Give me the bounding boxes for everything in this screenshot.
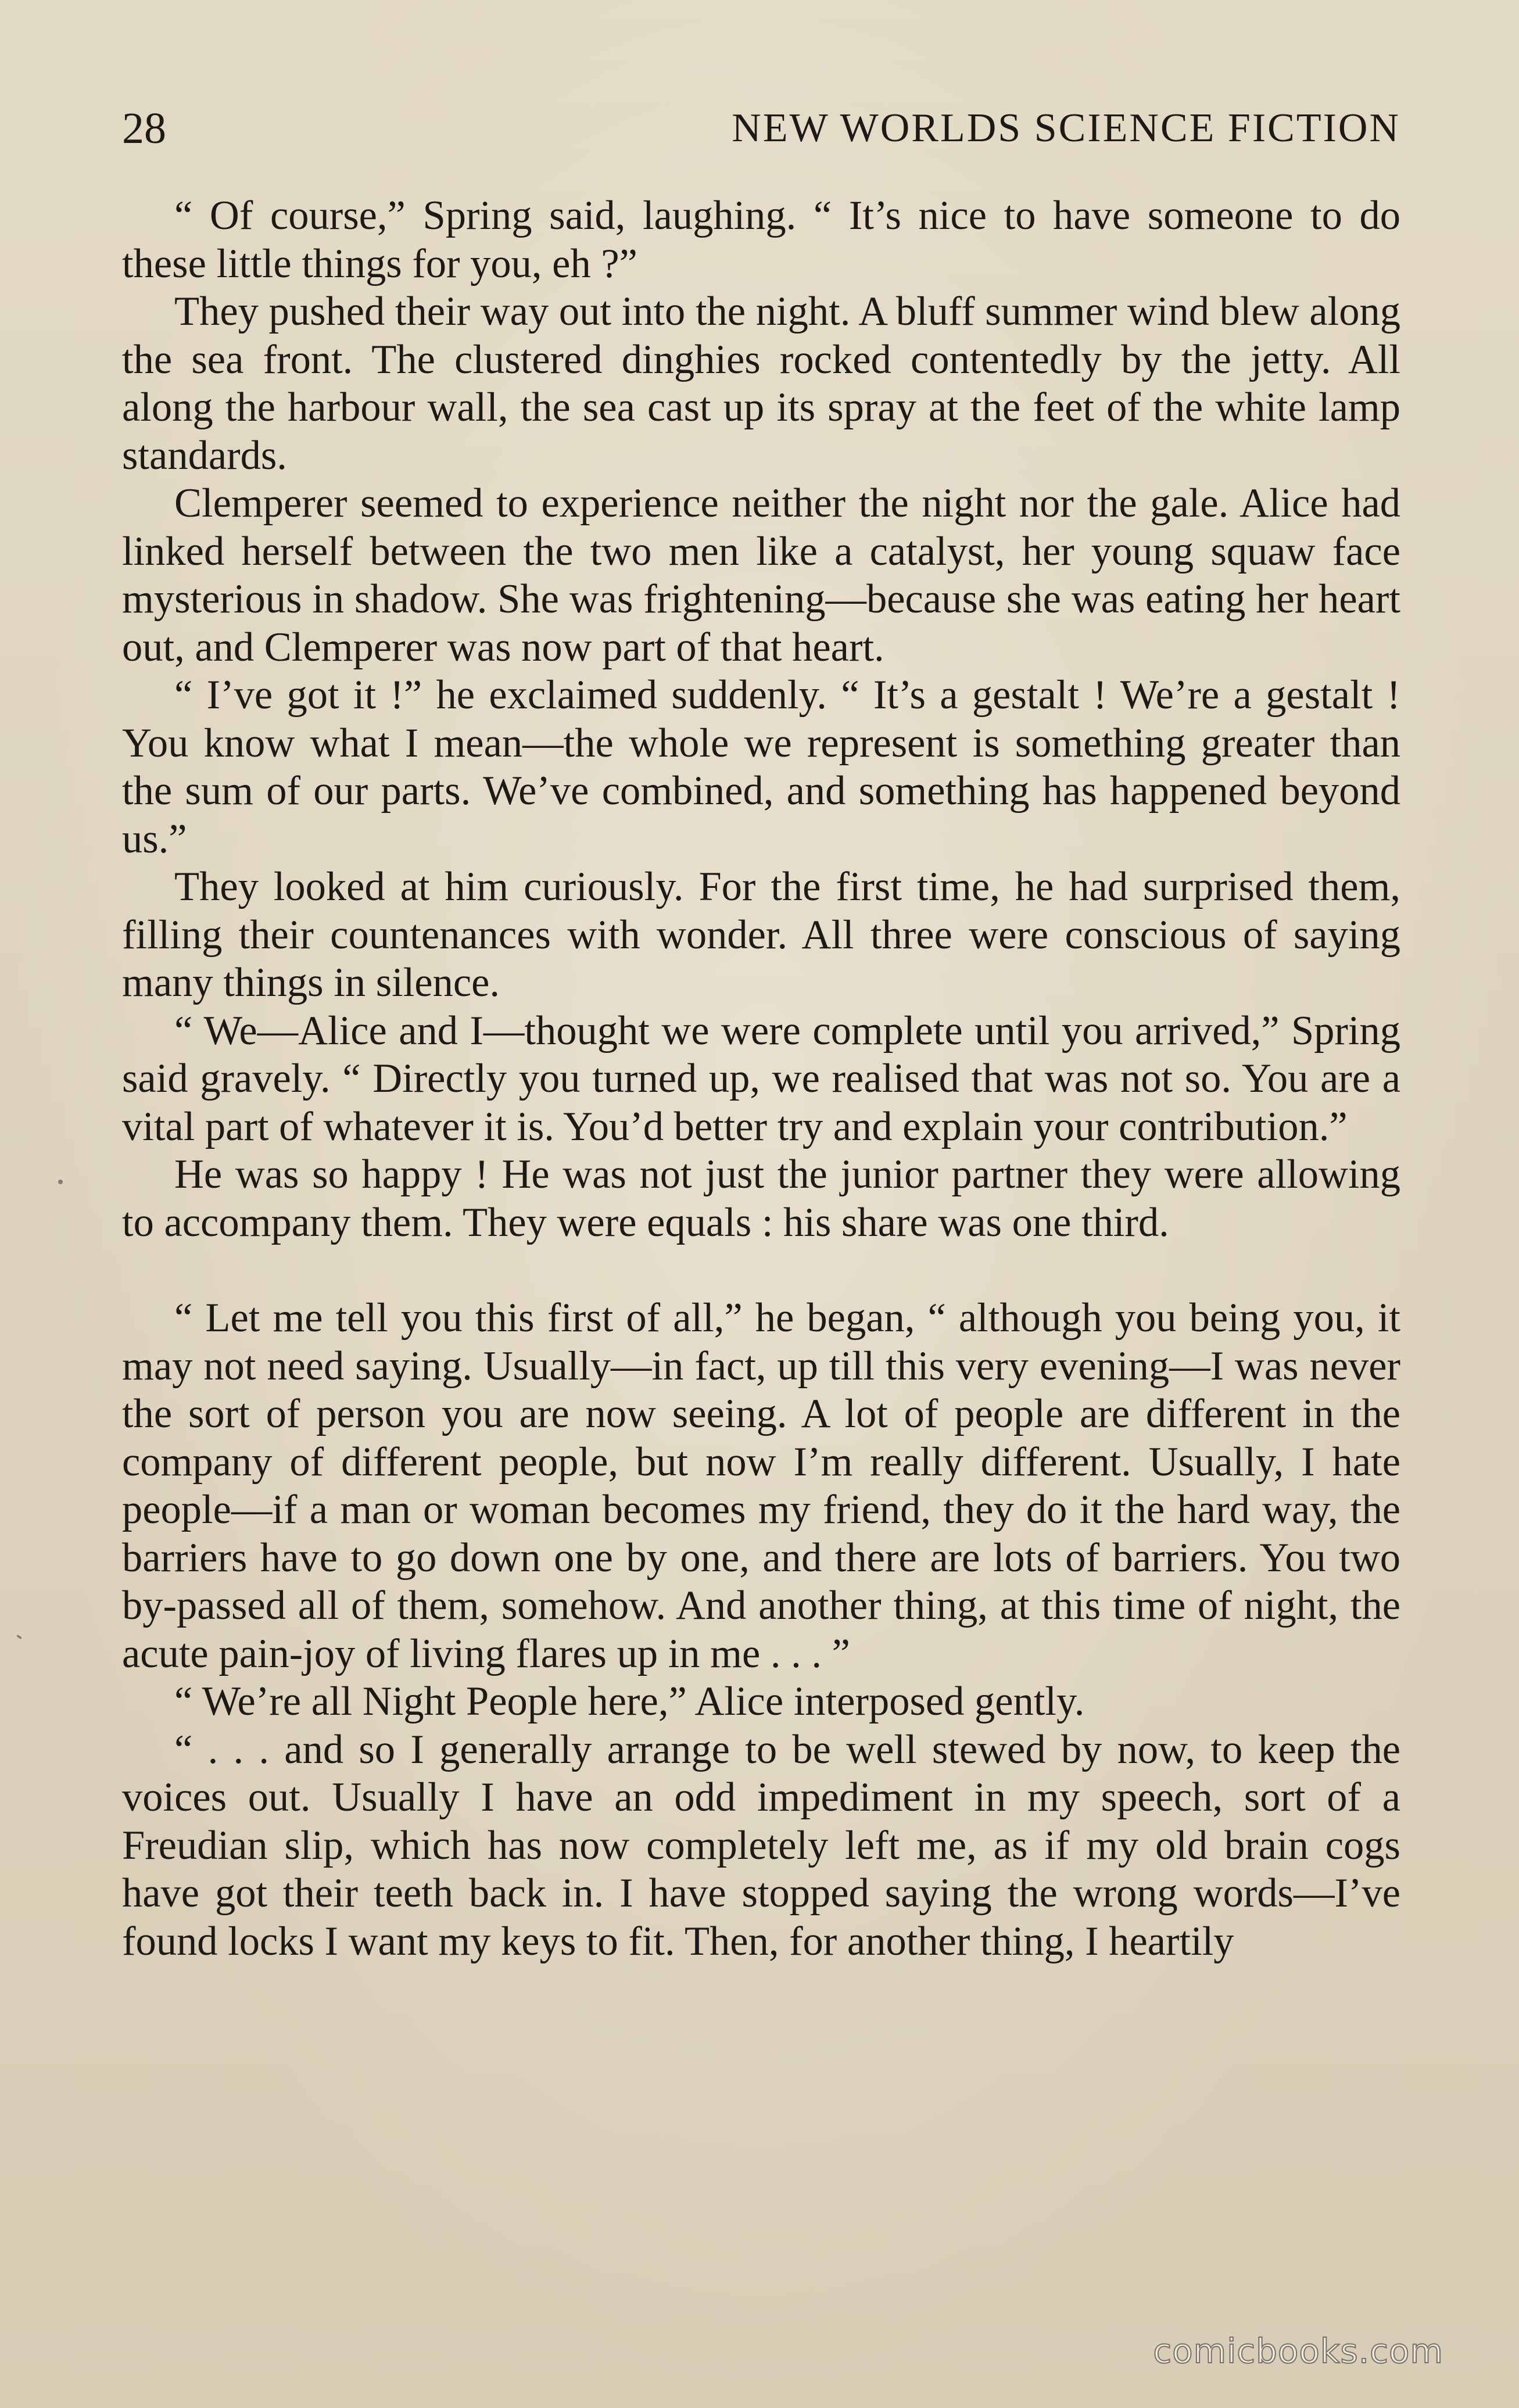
paragraph: He was so happy ! He was not just the junior partner they were allowing to accompany them. They were equals : his share was one third. bbox=[122, 1152, 1400, 1245]
paragraph: Clemperer seemed to experience neither the night nor the gale. Alice had linked herself between the two men like a catalyst, her young squaw face mysterious in shadow. She was frightening—because she was eating her heart out, and Clemperer was now part of that heart. bbox=[122, 481, 1400, 670]
page-number: 28 bbox=[122, 104, 166, 153]
page-header bbox=[122, 102, 1400, 155]
watermark-text: comicbooks.com bbox=[1153, 2331, 1443, 2371]
section-break bbox=[122, 1246, 1400, 1294]
paragraph: “ . . . and so I generally arrange to be well stewed by now, to keep the voices out. Usually I have an odd impediment in my speech, sort of a Freudian slip, which has now completely left me, as if my old brain cogs have got their teeth back in. I have stopped saying the wrong words—I’ve found locks I want my keys to fit. Then, for another thing, I heartily bbox=[122, 1726, 1400, 1964]
print-speck bbox=[16, 1634, 22, 1639]
paragraph: They pushed their way out into the night. A bluff summer wind blew along the sea front. The clustered dinghies rocked contentedly by the jetty. All along the harbour wall, the sea cast up its spray at the feet of the white lamp standards. bbox=[122, 289, 1400, 478]
paragraph: “ Of course,” Spring said, laughing. “ It’s nice to have someone to do these little things for you, eh ?” bbox=[122, 193, 1400, 286]
paragraph: “ We—Alice and I—thought we were complete until you arrived,” Spring said gravely. “ Directly you turned up, we realised that was not so. You are a vital part of whatever it is. You’d better try and explain your contribution.” bbox=[122, 1008, 1400, 1149]
print-speck bbox=[58, 1180, 63, 1184]
running-head: NEW WORLDS SCIENCE FICTION bbox=[732, 106, 1400, 150]
body-text bbox=[122, 192, 1400, 1965]
paragraph: “ Let me tell you this first of all,” he began, “ although you being you, it may not need saying. Usually—in fact, up till this very evening—I was never the sort of person you are now seeing. A lot of people are different in the company of different people, but now I’m really different. Usually, I hate people—if a man or woman becomes my friend, they do it the hard way, the barriers have to go down one by one, and there are lots of barriers. You two by-passed all of them, somehow. And another thing, at this time of night, the acute pain-joy of living flares up in me . . . ” bbox=[122, 1295, 1400, 1676]
paragraph: They looked at him curiously. For the first time, he had surprised them, filling their countenances with wonder. All three were conscious of saying many things in silence. bbox=[122, 864, 1400, 1005]
paragraph: “ I’ve got it !” he exclaimed suddenly. “ It’s a gestalt ! We’re a gestalt ! You know what I mean—the whole we represent is something greater than the sum of our parts. We’ve combined, and something has happened beyond us.” bbox=[122, 672, 1400, 862]
paragraph: “ We’re all Night People here,” Alice interposed gently. bbox=[174, 1679, 1085, 1724]
